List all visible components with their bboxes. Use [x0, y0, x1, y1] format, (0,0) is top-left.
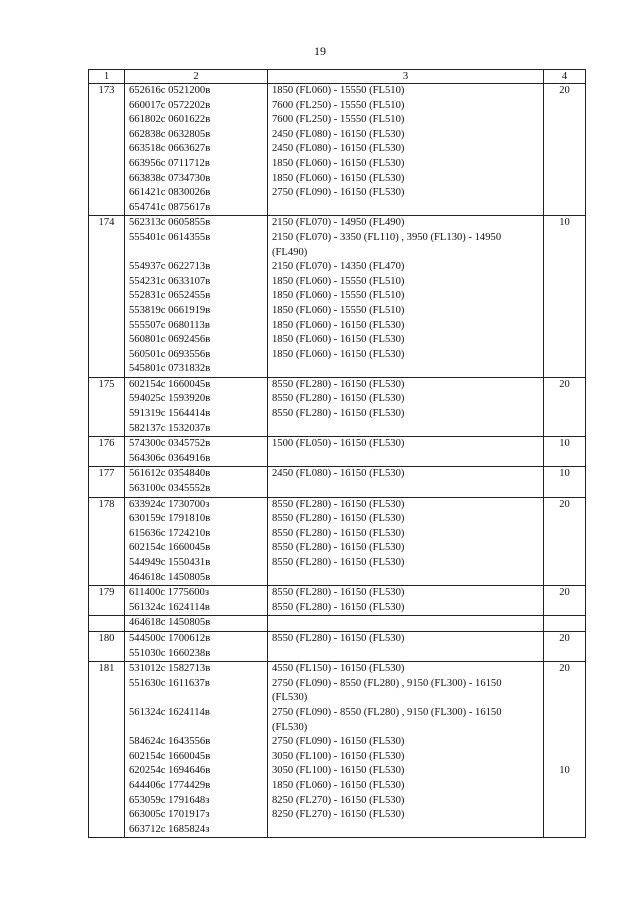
altitude-range: 1850 (FL060) - 16150 (FL530): [272, 334, 405, 346]
table-body: [89, 84, 586, 838]
coordinate-point: 544949с 1550431в: [129, 557, 211, 568]
altitude-range: 8250 (FL270) - 16150 (FL530): [272, 809, 405, 821]
altitude-range: [268, 571, 543, 586]
altitude-range: 2750 (FL090) - 16150 (FL530): [272, 187, 405, 199]
separation-cell: [544, 631, 586, 661]
altitude-range: 8550 (FL280) - 16150 (FL530): [272, 513, 405, 525]
altitude-range: 2450 (FL080) - 16150 (FL530): [272, 128, 405, 140]
table-group-row: [89, 586, 586, 616]
altitude-range: 8550 (FL280) - 16150 (FL530): [272, 378, 405, 390]
coordinate-spacer: [125, 246, 267, 261]
group-number: 179: [89, 586, 125, 616]
separation-value: 20: [559, 632, 570, 644]
coordinate-point: 545801с 0731832в: [129, 363, 211, 375]
header-row: [89, 70, 586, 84]
altitude-range: 2750 (FL090) - 8550 (FL280) , 9150 (FL300) - 16150 (FL530): [272, 677, 502, 704]
altitude-range: [268, 647, 543, 662]
table-group-row: [89, 631, 586, 661]
altitude-range: 1850 (FL060) - 16150 (FL530): [272, 348, 405, 360]
coordinate-point: 561324с 1624114в: [129, 706, 210, 718]
coordinates-cell: [125, 497, 268, 586]
coordinate-point: 594025с 1593920в: [129, 393, 211, 405]
altitude-range: 1850 (FL060) - 15550 (FL510): [272, 290, 405, 302]
coordinate-point: 582137с 1532037в: [129, 422, 211, 434]
coordinate-point: 662838с 0632805в: [129, 128, 211, 140]
altitude-range: 1850 (FL060) - 15550 (FL510): [272, 304, 405, 316]
altitude-range-cell: [268, 616, 544, 632]
coordinate-point: 663838с 0734730в: [129, 172, 211, 184]
group-number: 177: [89, 467, 125, 497]
coordinate-point: 654741с 0875617в: [129, 201, 211, 213]
altitude-range-cell: [268, 377, 544, 436]
altitude-range: [268, 201, 543, 216]
coordinate-point: 551030с 1660238в: [129, 647, 211, 659]
altitude-range: 8550 (FL280) - 16150 (FL530): [272, 632, 405, 644]
coordinate-point: 663956с 0711712в: [129, 157, 210, 169]
table-group-row: [89, 84, 586, 216]
coordinate-point: 602154с 1660045в: [129, 542, 211, 554]
separation-value-secondary: 10: [559, 764, 570, 776]
page-number: 19: [314, 44, 326, 58]
separation-value: 10: [559, 438, 570, 450]
coordinates-cell: [125, 467, 268, 497]
coordinates-cell: [125, 631, 268, 661]
coordinate-point: 561324с 1624114в: [129, 601, 210, 613]
coordinate-point: 544500с 1700612в: [129, 632, 211, 644]
coordinate-point: 554937с 0622713в: [129, 261, 211, 273]
separation-cell: [544, 616, 586, 632]
separation-value: 10: [559, 217, 570, 229]
altitude-range-cell: [268, 216, 544, 378]
group-number: 180: [89, 631, 125, 661]
altitude-range: 2450 (FL080) - 16150 (FL530): [272, 143, 405, 155]
table-group-row: [89, 377, 586, 436]
coordinate-point: 555401с 0614355в: [129, 231, 211, 243]
coordinate-point: 553819с 0661919в: [129, 304, 211, 316]
column-header-2: 2: [125, 70, 268, 84]
altitude-range: 2450 (FL080) - 16150 (FL530): [272, 468, 405, 480]
altitude-range: 2750 (FL090) - 16150 (FL530): [272, 736, 405, 748]
altitude-range: 3050 (FL100) - 16150 (FL530): [272, 750, 405, 762]
coordinate-point: 663518с 0663627в: [129, 143, 211, 155]
altitude-range: 1850 (FL060) - 16150 (FL530): [272, 157, 405, 169]
group-number: 174: [89, 216, 125, 378]
altitude-range: 8550 (FL280) - 16150 (FL530): [272, 498, 405, 510]
separation-value: 20: [559, 378, 570, 390]
group-number: 178: [89, 497, 125, 586]
coordinate-point: 661802с 0601622в: [129, 114, 211, 126]
table-group-row: [89, 437, 586, 467]
altitude-range: 8550 (FL280) - 16150 (FL530): [272, 542, 405, 554]
altitude-range: 8550 (FL280) - 16150 (FL530): [272, 557, 405, 568]
altitude-range-cell: [268, 586, 544, 616]
altitude-range: 1500 (FL050) - 16150 (FL530): [272, 438, 405, 450]
separation-value: 20: [559, 663, 570, 675]
altitude-range: 3050 (FL100) - 16150 (FL530): [272, 765, 405, 777]
coordinate-point: 620254с 1694646в: [129, 765, 211, 777]
coordinates-cell: [125, 586, 268, 616]
coordinate-point: 633924с 1730700з: [129, 498, 210, 510]
table-group-row: [89, 497, 586, 586]
altitude-range-cell: [268, 662, 544, 838]
altitude-range-cell: [268, 467, 544, 497]
separation-cell: [544, 497, 586, 586]
coordinate-point: 660017с 0572202в: [129, 99, 211, 111]
coordinate-point: 464618с 1450805в: [129, 571, 211, 583]
altitude-range: [268, 362, 543, 377]
coordinates-cell: [125, 377, 268, 436]
table-group-row: [89, 467, 586, 497]
coordinate-point: 591319с 1564414в: [129, 408, 211, 420]
coordinate-point: 602154с 1660045в: [129, 378, 211, 390]
group-number: [89, 616, 125, 632]
coordinate-point: 551630с 1611637в: [129, 677, 210, 689]
separation-cell: [544, 84, 586, 216]
coordinate-point: 564306с 0364916в: [129, 452, 211, 464]
separation-value: 20: [559, 498, 570, 510]
altitude-range: [268, 482, 543, 497]
altitude-range: 8250 (FL270) - 16150 (FL530): [272, 794, 405, 806]
altitude-range: 1850 (FL060) - 16150 (FL530): [272, 172, 405, 184]
coordinate-point: 644406с 1774429в: [129, 779, 211, 791]
coordinates-cell: [125, 616, 268, 632]
separation-cell: [544, 586, 586, 616]
altitude-range: [268, 616, 543, 631]
altitude-range: 2750 (FL090) - 8550 (FL280) , 9150 (FL300) - 16150 (FL530): [272, 706, 502, 733]
coordinate-point: 555507с 0680113в: [129, 319, 210, 331]
altitude-range: 1850 (FL060) - 15550 (FL510): [272, 275, 405, 287]
coordinate-spacer: [125, 691, 267, 706]
column-header-4: 4: [544, 70, 586, 84]
separation-cell: [544, 662, 586, 838]
coordinate-point: 663712с 1685824з: [129, 823, 210, 835]
altitude-range: [268, 823, 543, 838]
altitude-range: 2150 (FL070) - 14950 (FL490): [272, 217, 405, 229]
coordinate-point: 560501с 0693556в: [129, 348, 211, 360]
coordinates-cell: [125, 662, 268, 838]
coordinate-point: 464618с 1450805в: [129, 617, 211, 629]
altitude-range: 1850 (FL060) - 15550 (FL510): [272, 85, 405, 96]
column-header-1: 1: [89, 70, 125, 84]
separation-value: 20: [559, 85, 570, 96]
coordinate-point: 652616с 0521200в: [129, 85, 211, 96]
altitude-range: 8550 (FL280) - 16150 (FL530): [272, 587, 405, 599]
column-header-3: 3: [268, 70, 544, 84]
altitude-range-cell: [268, 631, 544, 661]
group-number: 181: [89, 662, 125, 838]
altitude-range: 7600 (FL250) - 15550 (FL510): [272, 99, 405, 111]
table-group-row: [89, 662, 586, 838]
separation-cell: [544, 437, 586, 467]
altitude-range: 8550 (FL280) - 16150 (FL530): [272, 601, 405, 613]
group-number: 175: [89, 377, 125, 436]
altitude-range: [268, 422, 543, 437]
altitude-range-cell: [268, 84, 544, 216]
coordinates-cell: [125, 84, 268, 216]
coordinate-spacer: [125, 721, 267, 736]
altitude-range: 2150 (FL070) - 3350 (FL110) , 3950 (FL130) - 14950 (FL490): [272, 231, 502, 258]
coordinate-point: 561612с 0354840в: [129, 468, 211, 480]
altitude-range: 1850 (FL060) - 16150 (FL530): [272, 319, 405, 331]
coordinate-point: 615636с 1724210в: [129, 527, 211, 539]
coordinate-point: 630159с 1791810в: [129, 513, 211, 525]
coordinate-point: 584624с 1643556в: [129, 736, 211, 748]
coordinate-point: 563100с 0345552в: [129, 483, 211, 495]
coordinates-cell: [125, 216, 268, 378]
coordinate-point: 661421с 0830026в: [129, 187, 211, 199]
coordinate-point: 552831с 0652455в: [129, 290, 211, 302]
coordinate-point: 611400с 1775600з: [129, 587, 210, 599]
altitude-range-cell: [268, 497, 544, 586]
altitude-range: 8550 (FL280) - 16150 (FL530): [272, 527, 405, 539]
coordinate-point: 560801с 0692456в: [129, 334, 211, 346]
altitude-range: 8550 (FL280) - 16150 (FL530): [272, 393, 405, 405]
separation-cell: [544, 377, 586, 436]
table-group-row: [89, 216, 586, 378]
coordinate-point: 562313с 0605855в: [129, 217, 211, 229]
altitude-range: [268, 452, 543, 467]
coordinate-point: 663005с 1701917з: [129, 809, 210, 821]
altitude-range: 1850 (FL060) - 16150 (FL530): [272, 779, 405, 791]
coordinate-point: 574300с 0345752в: [129, 438, 211, 450]
airspace-table: [88, 69, 586, 838]
altitude-range: 4550 (FL150) - 16150 (FL530): [272, 663, 405, 675]
table-group-row: [89, 616, 586, 632]
coordinates-cell: [125, 437, 268, 467]
group-number: 176: [89, 437, 125, 467]
coordinate-point: 602154с 1660045в: [129, 750, 211, 762]
altitude-range-cell: [268, 437, 544, 467]
separation-cell: [544, 216, 586, 378]
separation-value: 20: [559, 587, 570, 599]
coordinate-point: 653059с 1791648з: [129, 794, 210, 806]
altitude-range: 7600 (FL250) - 15550 (FL510): [272, 114, 405, 126]
coordinate-point: 554231с 0633107в: [129, 275, 211, 287]
separation-cell: [544, 467, 586, 497]
separation-spacer: [544, 677, 585, 764]
group-number: 173: [89, 84, 125, 216]
coordinate-point: 531012с 1582713в: [129, 663, 211, 675]
altitude-range: 2150 (FL070) - 14350 (FL470): [272, 261, 405, 273]
altitude-range: 8550 (FL280) - 16150 (FL530): [272, 408, 405, 420]
separation-value: 10: [559, 468, 570, 480]
